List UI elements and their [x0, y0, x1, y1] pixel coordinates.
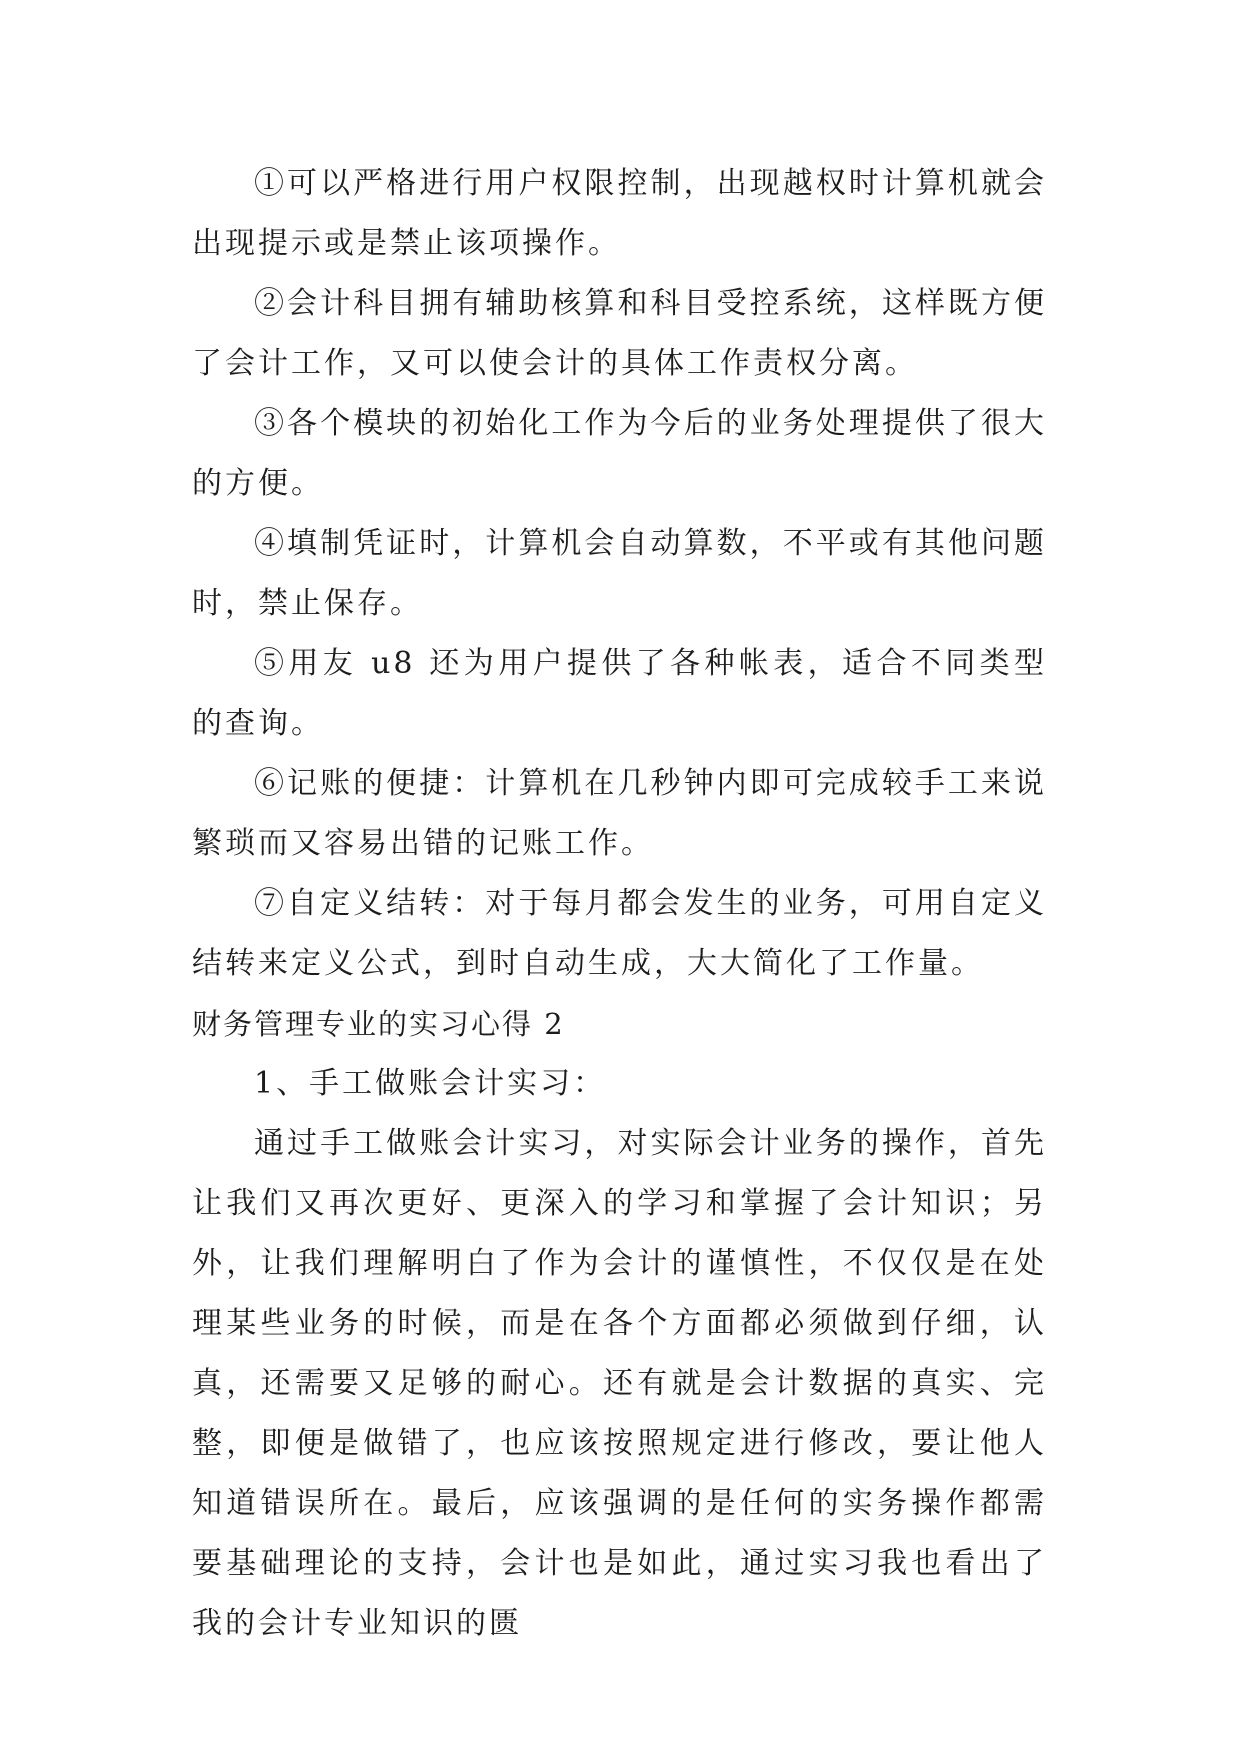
paragraph-feature-4: ④填制凭证时，计算机会自动算数，不平或有其他问题时，禁止保存。: [192, 526, 1047, 621]
paragraph-manual-accounting: 通过手工做账会计实习，对实际会计业务的操作，首先让我们又再次更好、更深入的学习和掌握了会计知识；另外，让我们理解明白了作为会计的谨慎性，不仅仅是在处理某些业务的时候，而是在各个方面都必须做到仔细，认真，还需要又足够的耐心。还有就是会计数据的真实、完整，即便是做错了，也应该按照规定进行修改，要让他人知道错误所在。最后，应该强调的是任何的实务操作都需要基础理论的支持，会计也是如此，通过实习我也看出了我的会计专业知识的匮: [192, 1126, 1047, 1641]
paragraph-feature-1: ①可以严格进行用户权限控制，出现越权时计算机就会出现提示或是禁止该项操作。: [192, 166, 1047, 261]
subsection-heading: 1、手工做账会计实习：: [254, 1066, 607, 1101]
paragraph-feature-2: ②会计科目拥有辅助核算和科目受控系统，这样既方便了会计工作，又可以使会计的具体工作责权分离。: [192, 286, 1047, 381]
paragraph-feature-6: ⑥记账的便捷：计算机在几秒钟内即可完成较手工来说繁琐而又容易出错的记账工作。: [192, 766, 1047, 861]
paragraph-feature-7: ⑦自定义结转：对于每月都会发生的业务，可用自定义结转来定义公式，到时自动生成，大大简化了工作量。: [192, 886, 1047, 981]
document-body: [192, 154, 1047, 1654]
paragraph-feature-3: ③各个模块的初始化工作为今后的业务处理提供了很大的方便。: [192, 406, 1047, 501]
section-title: 财务管理专业的实习心得 2: [192, 1007, 565, 1041]
paragraph-feature-5: ⑤用友 u8 还为用户提供了各种帐表，适合不同类型的查询。: [192, 646, 1047, 741]
